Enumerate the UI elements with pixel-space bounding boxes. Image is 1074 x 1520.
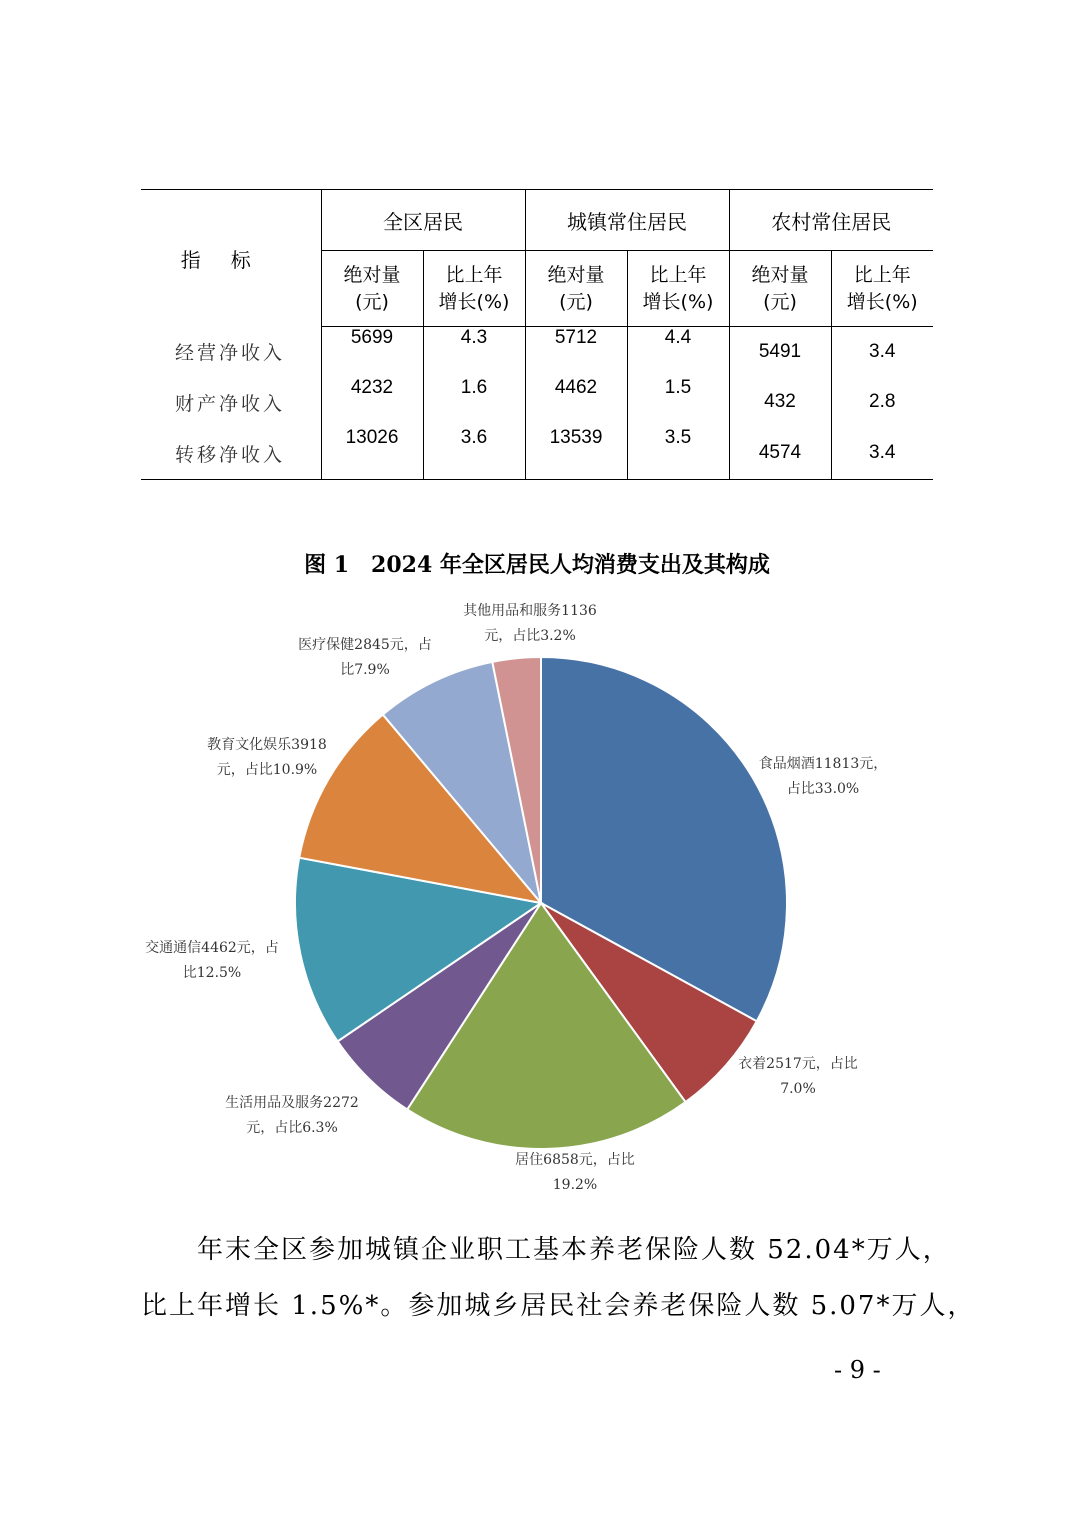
table-cell: 3.6 xyxy=(423,427,525,480)
sub-header-growth: 比上年 增长(%) xyxy=(627,251,729,327)
table-cell: 3.4 xyxy=(831,427,933,480)
group-header-urban: 城镇常住居民 xyxy=(525,190,729,251)
table-cell: 3.4 xyxy=(831,327,933,378)
consumption-pie-chart xyxy=(0,590,1074,1210)
table-cell: 5699 xyxy=(321,327,423,378)
table-row xyxy=(141,327,933,378)
row-label: 财产净收入 xyxy=(175,392,286,415)
income-table xyxy=(141,189,933,480)
pie-label-8: 其他用品和服务1136 元，占比3.2% xyxy=(463,603,597,644)
pie-label-6: 教育文化娱乐3918 元，占比10.9% xyxy=(207,737,327,778)
index-header: 指标 xyxy=(141,190,321,327)
sub-header-growth: 比上年 增长(%) xyxy=(831,251,933,327)
pie-label-5: 交通通信4462元，占比12.5% xyxy=(145,940,279,981)
table-cell: 13026 xyxy=(321,427,423,480)
table-cell: 1.6 xyxy=(423,377,525,427)
table-cell: 5712 xyxy=(525,327,627,378)
table-cell: 4.4 xyxy=(627,327,729,378)
table-cell: 5491 xyxy=(729,327,831,378)
table-cell: 2.8 xyxy=(831,377,933,427)
paragraph-line-2: 比上年增长 1.5%*。参加城乡居民社会养老保险人数 5.07*万人， xyxy=(141,1291,976,1321)
table-cell: 4574 xyxy=(729,427,831,480)
pie-label-2: 衣着2517元，占比 7.0% xyxy=(738,1056,858,1097)
pie-label-7: 医疗保健2845元，占比7.9% xyxy=(298,637,432,678)
table-cell: 4232 xyxy=(321,377,423,427)
table-row xyxy=(141,377,933,427)
group-header-rural: 农村常住居民 xyxy=(729,190,933,251)
figure-title: 图 1 2024 年全区居民人均消费支出及其构成 xyxy=(304,552,770,578)
paragraph-line-1: 年末全区参加城镇企业职工基本养老保险人数 52.04*万人， xyxy=(197,1235,951,1265)
table-cell: 13539 xyxy=(525,427,627,480)
page-number: - 9 - xyxy=(834,1356,881,1384)
sub-header-growth: 比上年 增长(%) xyxy=(423,251,525,327)
table-cell: 3.5 xyxy=(627,427,729,480)
pie-label-4: 生活用品及服务2272 元，占比6.3% xyxy=(225,1095,359,1136)
pie-label-3: 居住6858元，占比 19.2% xyxy=(515,1152,635,1193)
sub-header-absolute: 绝对量 (元) xyxy=(525,251,627,327)
table-cell: 1.5 xyxy=(627,377,729,427)
row-label: 转移净收入 xyxy=(141,427,321,480)
sub-header-absolute: 绝对量 (元) xyxy=(729,251,831,327)
table-cell: 432 xyxy=(729,377,831,427)
table-row xyxy=(141,427,933,480)
pie-label-1: 食品烟酒11813元，占比33.0% xyxy=(758,756,888,797)
row-label: 经营净收入 xyxy=(175,342,286,365)
table-cell: 4462 xyxy=(525,377,627,427)
sub-header-absolute: 绝对量 (元) xyxy=(321,251,423,327)
table-cell: 4.3 xyxy=(423,327,525,378)
group-header-all: 全区居民 xyxy=(321,190,525,251)
